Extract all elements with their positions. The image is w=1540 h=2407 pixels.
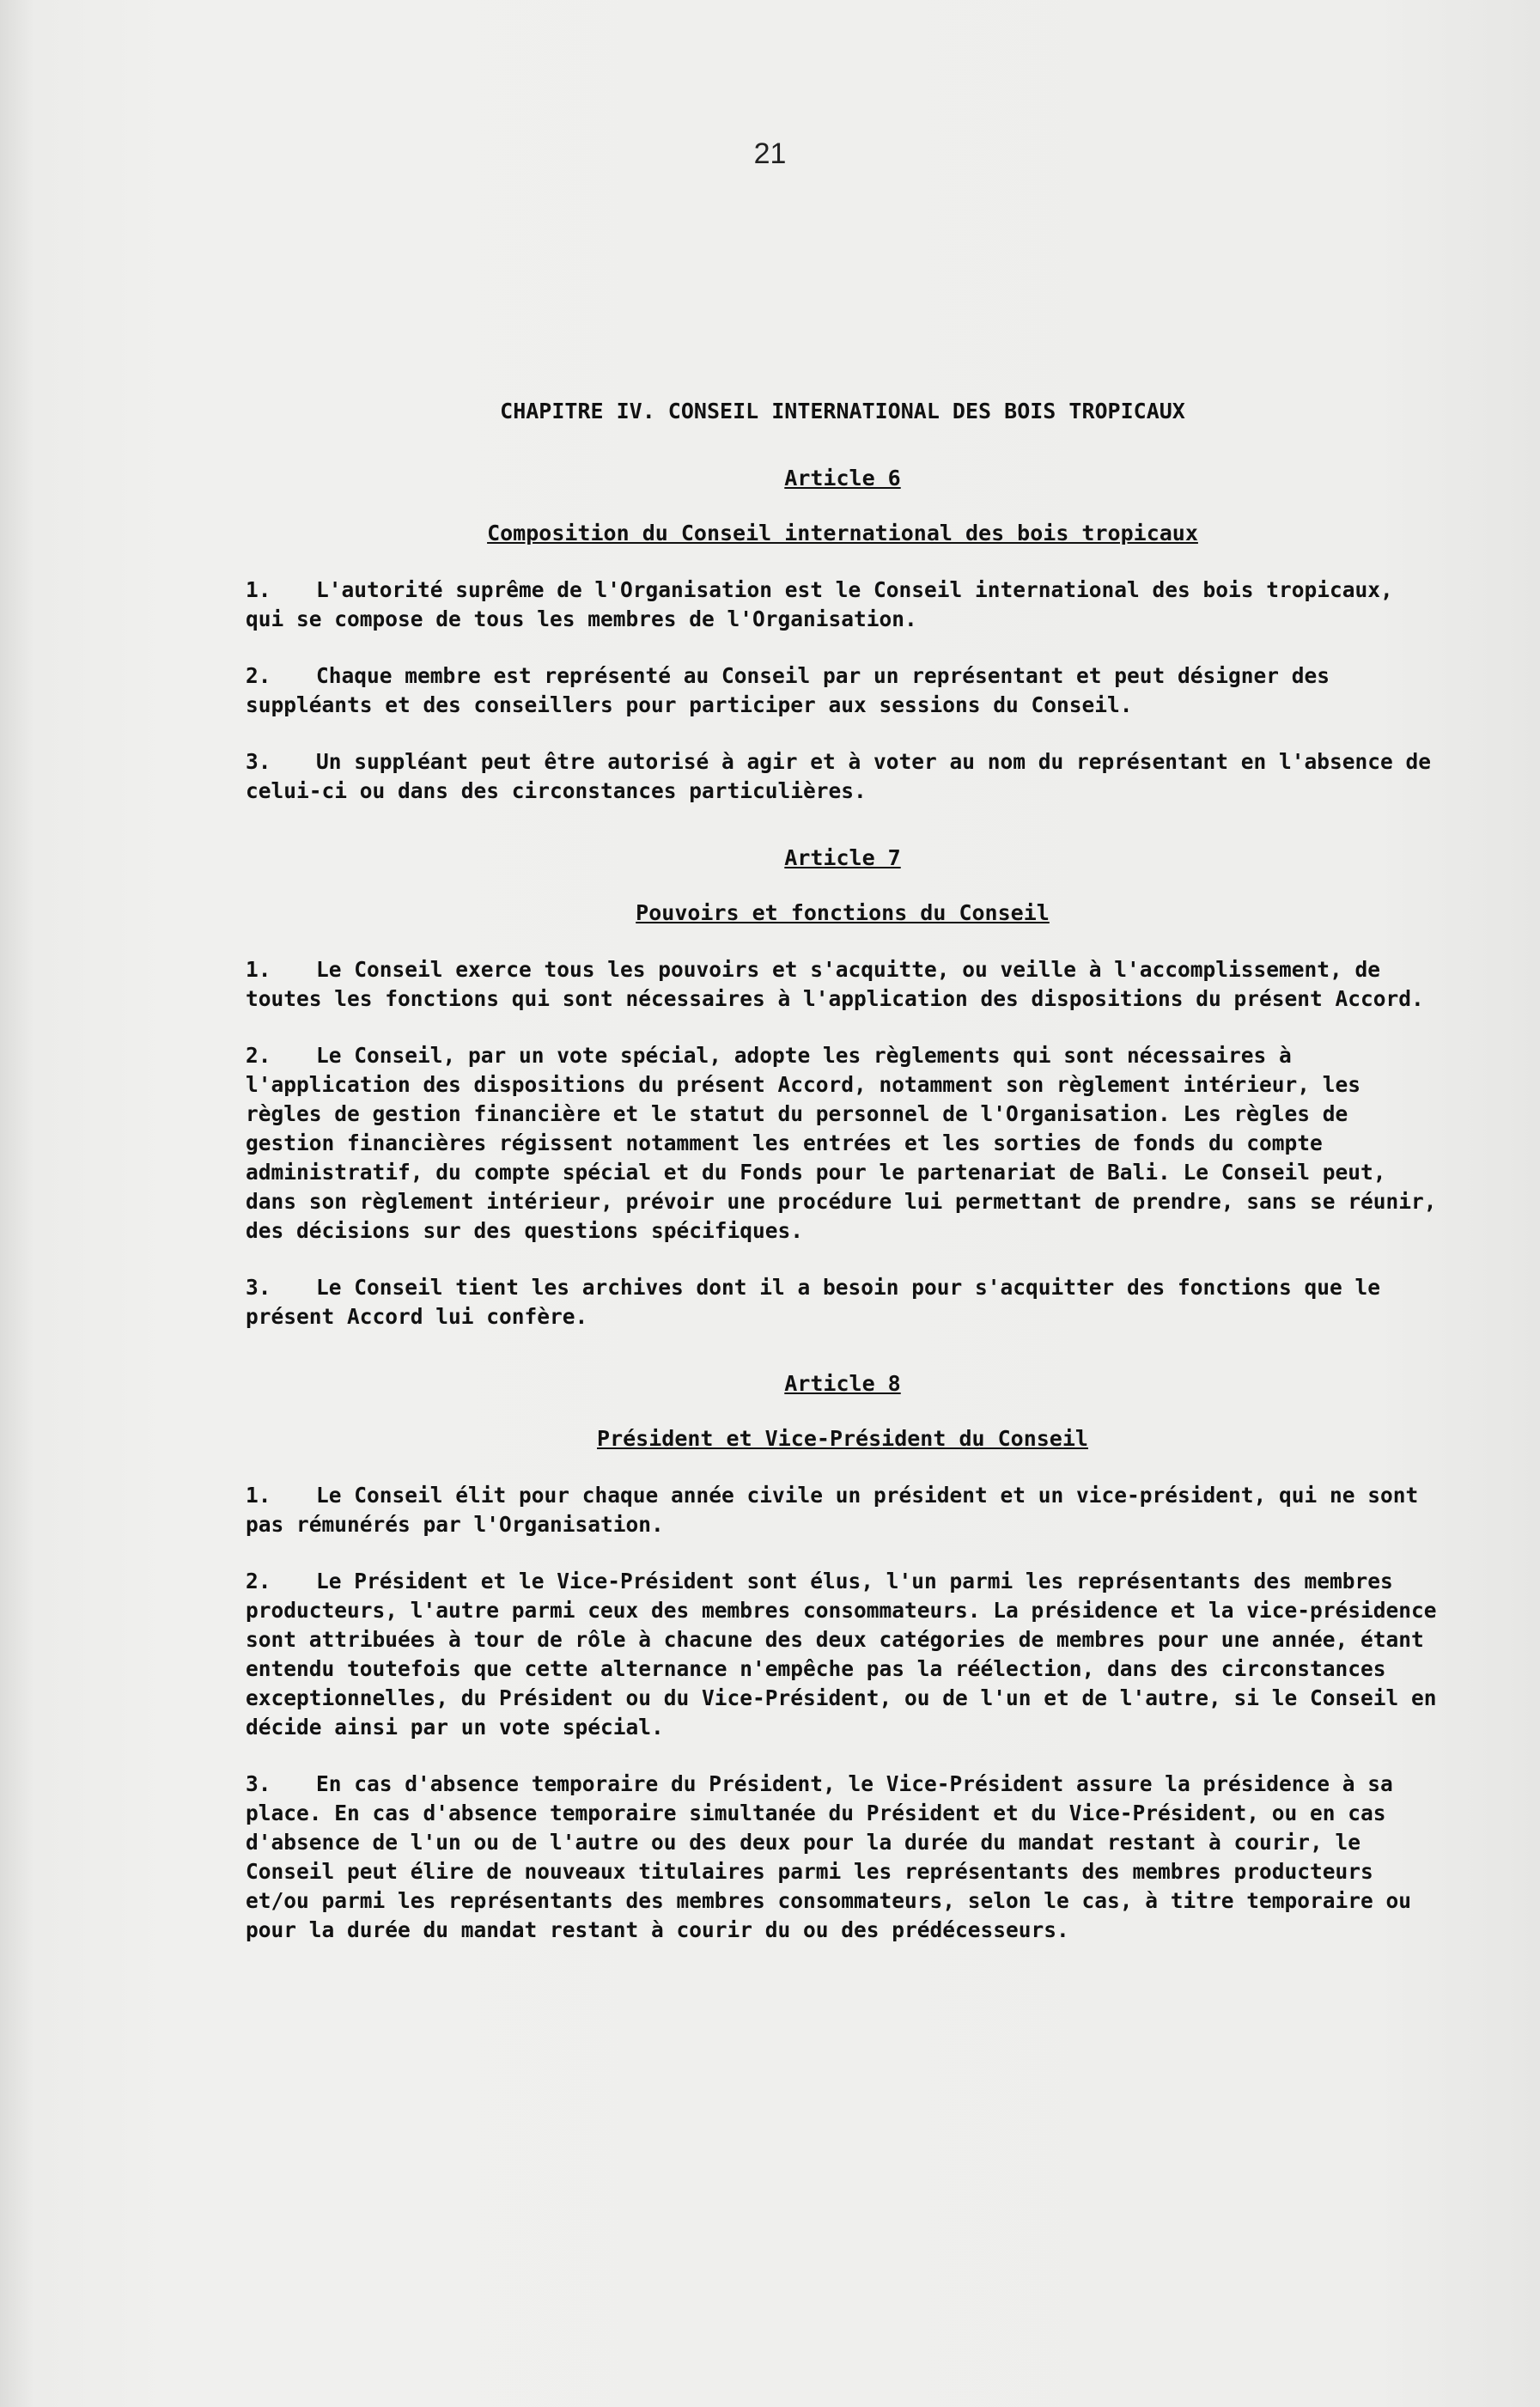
paragraph	[246, 661, 1440, 720]
paragraph-number: 1.	[246, 577, 271, 602]
paragraph-text: Le Conseil exerce tous les pouvoirs et s'acquitte, ou veille à l'accomplissement, de toutes les fonctions qui sont nécessaires à l'application des dispositions du présent Accord.	[246, 957, 1424, 1011]
paragraph-text: Chaque membre est représenté au Conseil par un représentant et peut désigner des suppléants et des conseillers pour participer aux sessions du Conseil.	[246, 663, 1330, 717]
paragraph-number: 1.	[246, 957, 271, 982]
article-title: Pouvoirs et fonctions du Conseil	[636, 900, 1050, 925]
article-heading: Article 7	[784, 845, 901, 870]
article-title: Président et Vice-Président du Conseil	[597, 1426, 1088, 1451]
paragraph-number: 3.	[246, 749, 271, 774]
article-7-section	[246, 844, 1440, 1331]
paragraph-text: Le Conseil élit pour chaque année civile un président et un vice-président, qui ne sont pas rémunérés par l'Organisation.	[246, 1483, 1419, 1537]
paragraph-text: L'autorité suprême de l'Organisation est le Conseil international des bois tropicaux, qui se compose de tous les membres de l'Organisation.	[246, 577, 1393, 631]
chapter-title: CHAPITRE IV. CONSEIL INTERNATIONAL DES BOIS TROPICAUX	[500, 399, 1185, 424]
article-8-section	[246, 1369, 1440, 1945]
paragraph-number: 2.	[246, 1043, 271, 1068]
document-body	[246, 387, 1440, 1972]
paragraph	[246, 576, 1440, 634]
article-6-section	[246, 464, 1440, 806]
paragraph	[246, 1273, 1440, 1331]
article-heading: Article 8	[784, 1371, 901, 1396]
paragraph	[246, 1041, 1440, 1246]
paragraph-number: 3.	[246, 1275, 271, 1300]
paragraph-number: 2.	[246, 663, 271, 688]
paragraph	[246, 955, 1440, 1014]
paragraph-text: Un suppléant peut être autorisé à agir et à voter au nom du représentant en l'absence de celui-ci ou dans des circonstances particulières.	[246, 749, 1432, 803]
paragraph-text: Le Conseil tient les archives dont il a besoin pour s'acquitter des fonctions que le présent Accord lui confère.	[246, 1275, 1381, 1329]
paragraph	[246, 1770, 1440, 1945]
paragraph-number: 2.	[246, 1569, 271, 1593]
paragraph	[246, 747, 1440, 806]
article-title: Composition du Conseil international des bois tropicaux	[487, 521, 1198, 545]
paragraph-number: 3.	[246, 1771, 271, 1796]
paragraph	[246, 1481, 1440, 1539]
paragraph-number: 1.	[246, 1483, 271, 1508]
page-number: 21	[753, 137, 787, 170]
paragraph	[246, 1567, 1440, 1742]
paragraph-text: Le Conseil, par un vote spécial, adopte les règlements qui sont nécessaires à l'application des dispositions du présent Accord, notamment son règlement intérieur, les règles de gestion financière et le statut du personnel de l'Organisation. Les règles de gestion financières régissent notamment les entrées et les sorties de fonds du compte administratif, du compte spécial et du Fonds pour le partenariat de Bali. Le Conseil peut, dans son règlement intérieur, prévoir une procédure lui permettant de prendre, sans se réunir, des décisions sur des questions spécifiques.	[246, 1043, 1437, 1243]
article-heading: Article 6	[784, 466, 901, 491]
paragraph-text: Le Président et le Vice-Président sont élus, l'un parmi les représentants des membres producteurs, l'autre parmi ceux des membres consommateurs. La présidence et la vice-présidence sont attribuées à tour de rôle à chacune des deux catégories de membres pour une année, étant entendu toutefois que cette alternance n'empêche pas la réélection, dans des circonstances exceptionnelles, du Président ou du Vice-Président, ou de l'un et de l'autre, si le Conseil en décide ainsi par un vote spécial.	[246, 1569, 1437, 1740]
paragraph-text: En cas d'absence temporaire du Président, le Vice-Président assure la présidence à sa place. En cas d'absence temporaire simultanée du Président et du Vice-Président, ou en cas d'absence de l'un ou de l'autre ou des deux pour la durée du mandat restant à courir, le Conseil peut élire de nouveaux titulaires parmi les représentants des membres producteurs et/ou parmi les représentants des membres consommateurs, selon le cas, à titre temporaire ou pour la durée du mandat restant à courir du ou des prédécesseurs.	[246, 1771, 1412, 1942]
